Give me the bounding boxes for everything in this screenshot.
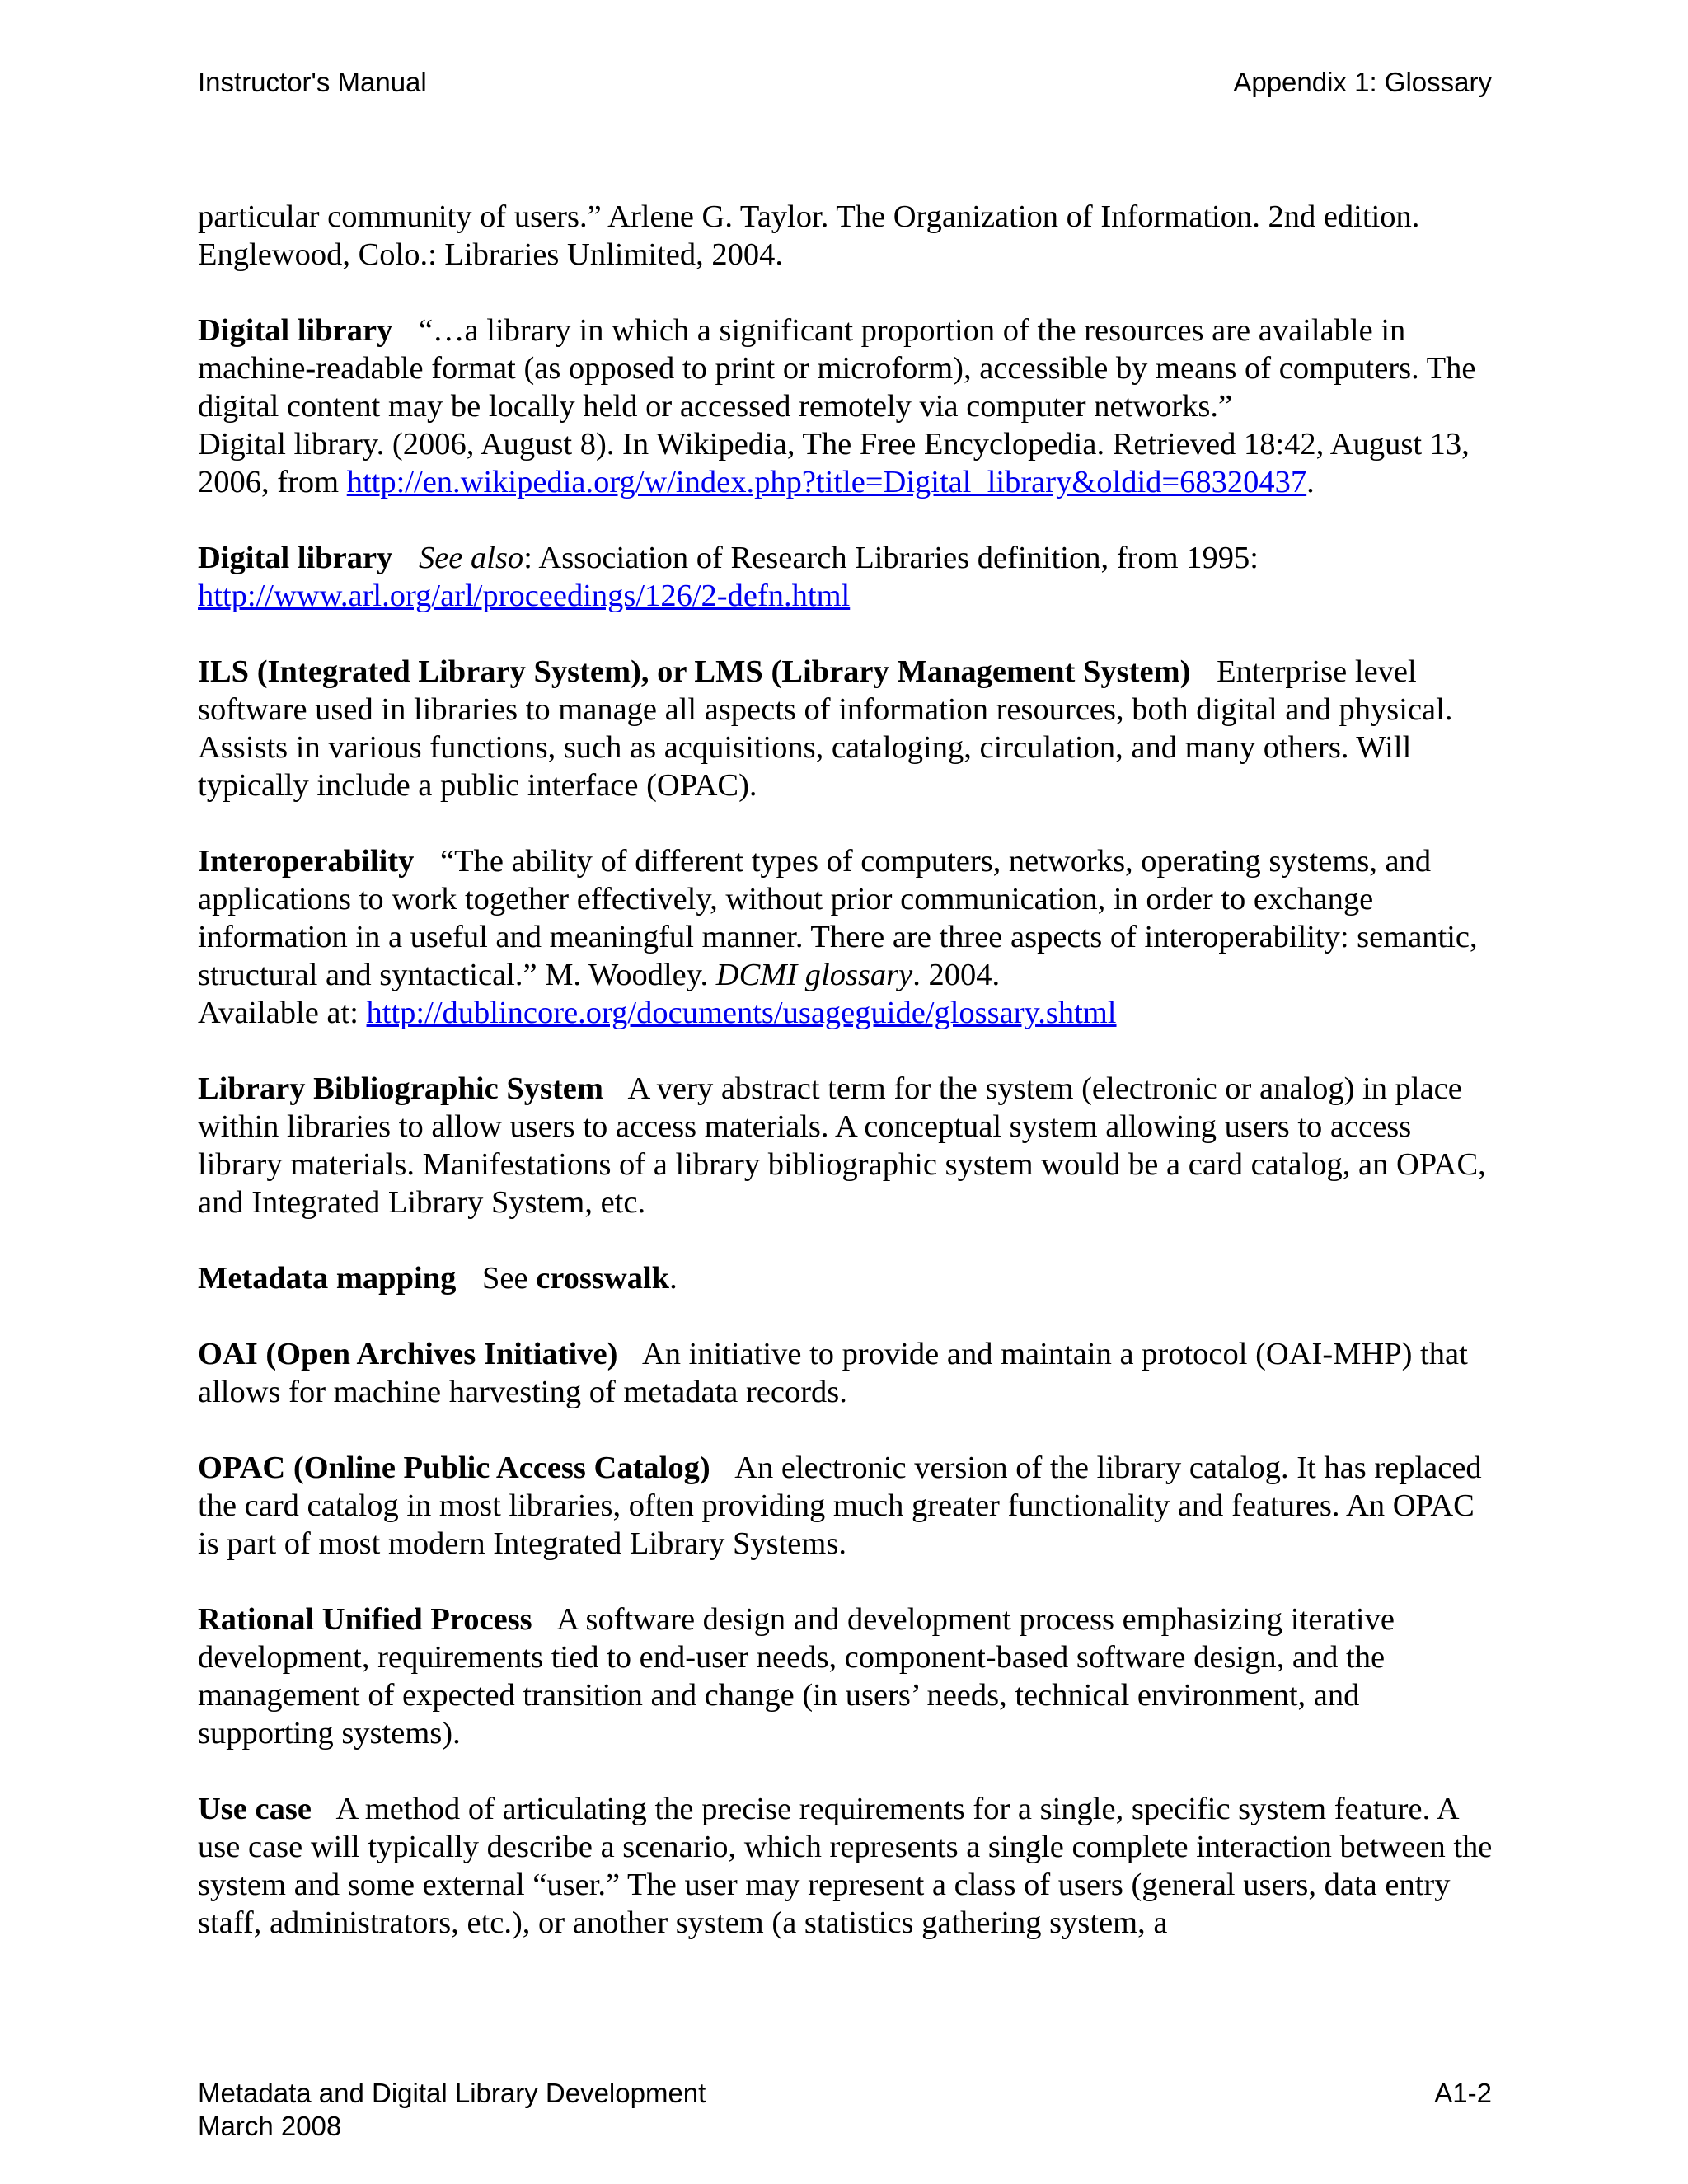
entry-end-punctuation: . xyxy=(669,1261,678,1296)
entry-term: Library Bibliographic System xyxy=(198,1071,603,1106)
entry-text: “…a library in which a significant proportion of the resources are available in machine-readable format (as opposed to print or microform), accessible by means of computers. The digital content may be locally held or accessed remotely via computer networks.” xyxy=(198,313,1476,424)
available-label: Available at: xyxy=(198,996,359,1030)
footer-title: Metadata and Digital Library Development xyxy=(198,2078,706,2108)
footer-row xyxy=(198,2077,1492,2110)
entry-term: Interoperability xyxy=(198,844,415,879)
page-header xyxy=(198,66,1492,99)
entry-text: “The ability of different types of computers, networks, operating systems, and applications to work together effectively, without prior communication, in order to exchange information in a useful and meaningful manner. There are three aspects of interoperability: semantic, structural and syntactical.” M. Woodley. xyxy=(198,844,1478,992)
entry-term: Digital library xyxy=(198,541,393,575)
entry-text: A very abstract term for the system (electronic or analog) in place within libraries to allow users to access materials. A conceptual system allowing users to access library materials. Manifestations of a library bibliographic system would be a card catalog, an OPAC, and Integrated Library System, etc. xyxy=(198,1071,1486,1220)
entry-citation: Digital library. (2006, August 8). In Wikipedia, The Free Encyclopedia. Retrieved 18:42, August 13, 2006, from xyxy=(198,427,1470,499)
see-also-label: See also xyxy=(418,541,524,575)
entry-text: An electronic version of the library catalog. It has replaced the card catalog in most libraries, often providing much greater functionality and features. An OPAC is part of most modern Integrated Library Systems. xyxy=(198,1451,1482,1561)
glossary-entry-opac xyxy=(198,1449,1500,1563)
dublincore-link[interactable]: http://dublincore.org/documents/usageguide/glossary.shtml xyxy=(366,996,1117,1030)
glossary-entry-rational-unified-process xyxy=(198,1601,1500,1752)
entry-end-punctuation: . xyxy=(1306,465,1315,499)
entry-text: A method of articulating the precise requirements for a single, specific system feature. A use case will typically describe a scenario, which represents a single complete interaction between the system and some external “user.” The user may represent a class of users (general users, data entry staff, administrators, etc.), or another system (a statistics gathering system, a xyxy=(198,1792,1493,1940)
source-title: DCMI glossary xyxy=(715,958,913,992)
entry-text: Enterprise level software used in libraries to manage all aspects of information resources, both digital and physical. Assists in various functions, such as acquisitions, cataloging, circulation, and many others. Will typically include a public interface (OPAC). xyxy=(198,654,1453,803)
entry-text: : Association of Research Libraries definition, from 1995: xyxy=(523,541,1259,575)
page-footer xyxy=(198,2077,1492,2143)
crosswalk-reference: crosswalk xyxy=(536,1261,670,1296)
entry-text: A software design and development process emphasizing iterative development, requirements tied to end-user needs, component-based software design, and the management of expected transition and change (in users’ needs, technical environment, and supporting systems). xyxy=(198,1602,1395,1750)
glossary-content xyxy=(198,198,1500,1942)
entry-term: Rational Unified Process xyxy=(198,1602,532,1637)
glossary-entry-library-bibliographic-system xyxy=(198,1070,1500,1221)
entry-term: Metadata mapping xyxy=(198,1261,457,1296)
glossary-entry-digital-library-see-also xyxy=(198,539,1500,615)
arl-link[interactable]: http://www.arl.org/arl/proceedings/126/2-defn.html xyxy=(198,579,851,613)
glossary-entry-oai xyxy=(198,1335,1500,1411)
glossary-entry-use-case xyxy=(198,1790,1500,1942)
entry-term: OAI (Open Archives Initiative) xyxy=(198,1337,618,1371)
entry-term: Use case xyxy=(198,1792,312,1826)
entry-term: OPAC (Online Public Access Catalog) xyxy=(198,1451,710,1485)
header-section-title: Appendix 1: Glossary xyxy=(1233,67,1492,97)
page-number: A1-2 xyxy=(1434,2078,1492,2108)
entry-term: ILS (Integrated Library System), or LMS (Library Management System) xyxy=(198,654,1191,689)
wikipedia-link[interactable]: http://en.wikipedia.org/w/index.php?title=Digital_library&oldid=68320437 xyxy=(346,465,1307,499)
header-manual-title: Instructor's Manual xyxy=(198,67,427,97)
glossary-entry-interoperability xyxy=(198,842,1500,1032)
entry-text: particular community of users.” Arlene G. Taylor. The Organization of Information. 2nd edition. Englewood, Colo.: Libraries Unlimited, 2004. xyxy=(198,199,1420,272)
glossary-entry-ils xyxy=(198,653,1500,804)
source-year: . 2004. xyxy=(912,958,1001,992)
entry-term: Digital library xyxy=(198,313,393,348)
glossary-entry-continuation xyxy=(198,198,1500,274)
entry-text: An initiative to provide and maintain a protocol (OAI-MHP) that allows for machine harvesting of metadata records. xyxy=(198,1337,1468,1409)
glossary-entry-metadata-mapping xyxy=(198,1259,1500,1297)
see-label: See xyxy=(481,1261,528,1296)
footer-date: March 2008 xyxy=(198,2111,342,2141)
glossary-entry-digital-library xyxy=(198,312,1500,501)
